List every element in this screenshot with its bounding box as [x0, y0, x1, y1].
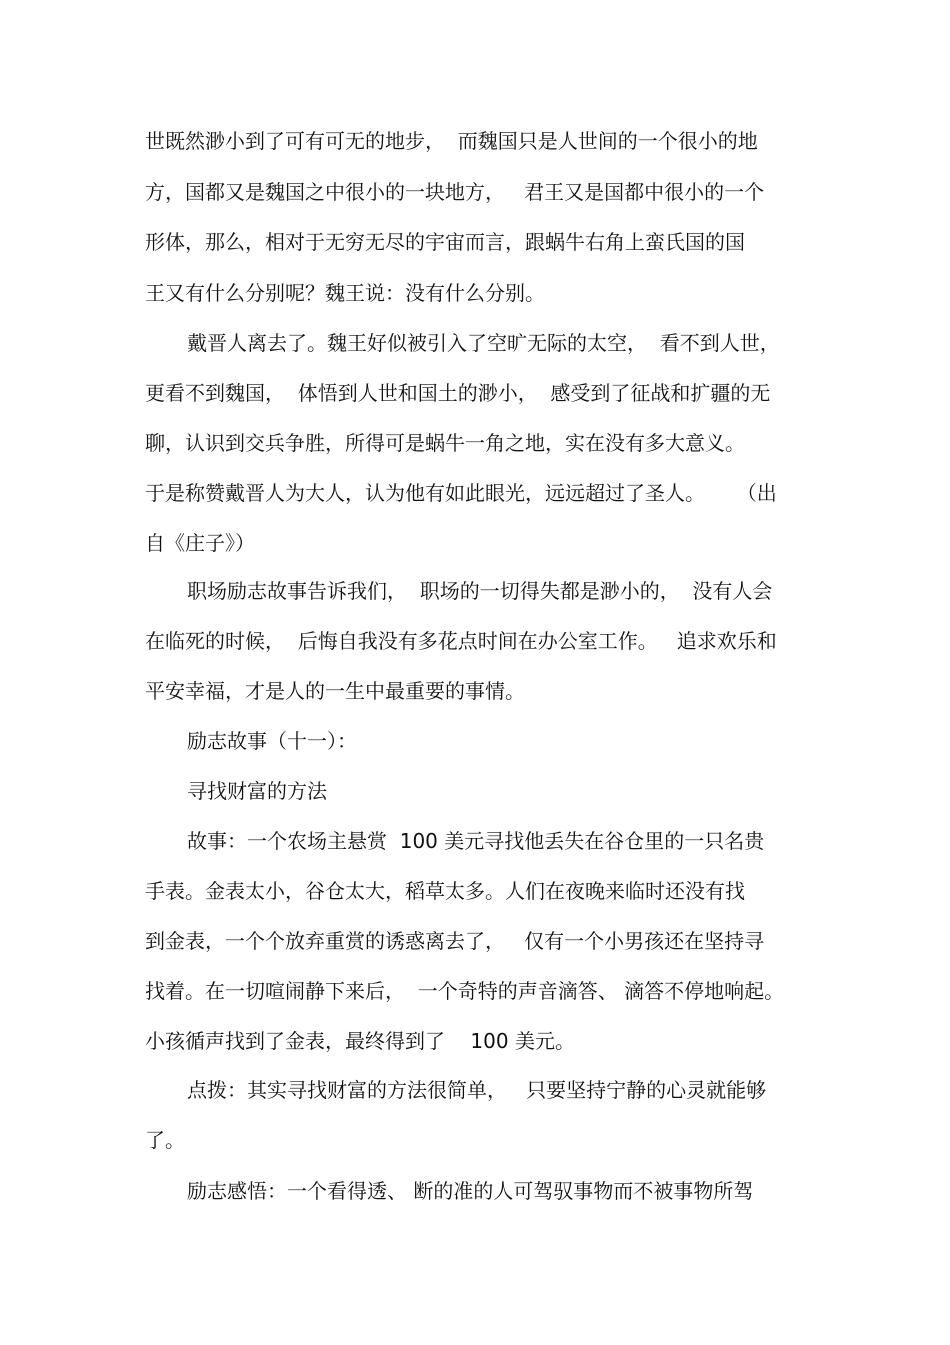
text-line: 了。: [145, 1128, 185, 1152]
text-line: 励志感悟：一个看得透、 断的准的人可驾驭事物而不被事物所驾: [187, 1179, 754, 1203]
text-line: 在临死的时候， 后悔自我没有多花点时间在办公室工作。 追求欢乐和: [145, 629, 777, 653]
story-title: 寻找财富的方法: [187, 779, 327, 803]
text-line: 形体，那么，相对于无穷无尽的宇宙而言，跟蜗牛右角上蛮氏国的国: [145, 230, 745, 254]
text-line: 平安幸福，才是人的一生中最重要的事情。: [145, 679, 525, 703]
text-line: 聊，认识到交兵争胜，所得可是蜗牛一角之地，实在没有多大意义。: [145, 431, 745, 455]
text-line: 戴晋人离去了。魏王好似被引入了空旷无际的太空， 看不到人世，: [187, 331, 780, 355]
section-heading: 励志故事（十一）：: [187, 729, 357, 753]
text-line: 小孩循声找到了金表，最终得到了 100 美元。: [145, 1029, 575, 1053]
text-line: 点拨：其实寻找财富的方法很简单， 只要坚持宁静的心灵就能够: [187, 1078, 767, 1102]
text-line: 更看不到魏国， 体悟到人世和国土的渺小， 感受到了征战和扩疆的无: [145, 381, 771, 405]
text-line: 方，国都又是魏国之中很小的一块地方， 君王又是国都中很小的一个: [145, 180, 765, 204]
text-line: 自《庄子》）: [145, 531, 255, 555]
text-line: 找着。在一切喧闹静下来后， 一个奇特的声音滴答、 滴答不停地响起。: [145, 979, 785, 1003]
text-line: 世既然渺小到了可有可无的地步， 而魏国只是人世间的一个很小的地: [145, 129, 758, 153]
text-line: 手表。金表太小，谷仓太大，稻草太多。人们在夜晚来临时还没有找: [145, 879, 745, 903]
text-line: 职场励志故事告诉我们， 职场的一切得失都是渺小的， 没有人会: [187, 579, 773, 603]
text-line: 王又有什么分别呢？魏王说：没有什么分别。: [145, 281, 545, 305]
text-line: 到金表，一个个放弃重赏的诱惑离去了， 仅有一个小男孩还在坚持寻: [145, 929, 765, 953]
text-line: 故事：一个农场主悬赏 100 美元寻找他丢失在谷仓里的一只名贵: [187, 829, 765, 853]
text-line: 于是称赞戴晋人为大人，认为他有如此眼光，远远超过了圣人。 （出: [145, 481, 777, 505]
